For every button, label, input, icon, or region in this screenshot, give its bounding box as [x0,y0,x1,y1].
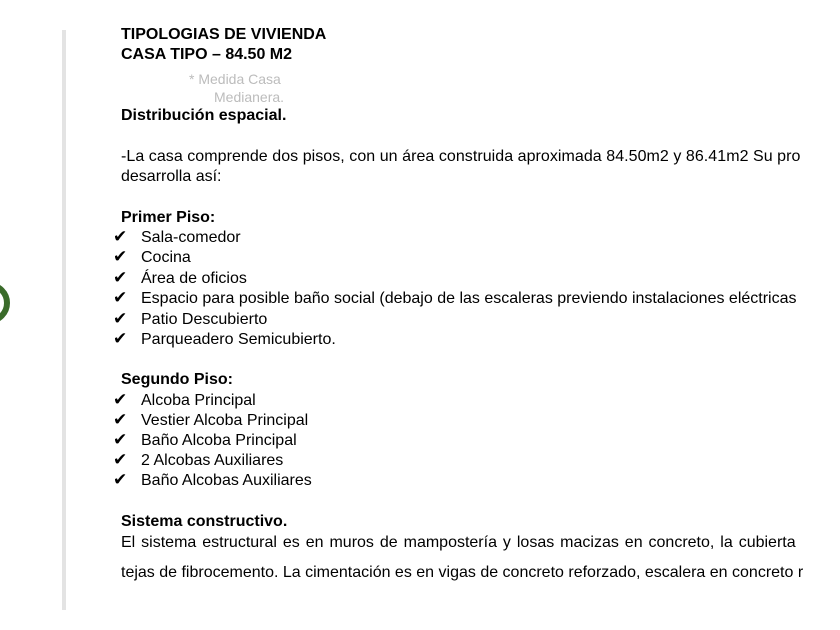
first-floor-title: Primer Piso: [121,209,216,226]
note-line-2: Medianera. [214,89,285,105]
first-floor-item: Sala-comedor [141,229,241,246]
check-icon: ✔ [113,309,128,329]
check-icon: ✔ [113,430,128,450]
check-icon: ✔ [113,390,128,410]
second-floor-item: Baño Alcoba Principal [141,432,297,449]
heading-line-1: TIPOLOGIAS DE VIVIENDA [121,26,327,43]
check-icon: ✔ [113,227,128,247]
distribution-paragraph-line-2: desarrolla así: [121,168,222,185]
first-floor-item: Espacio para posible baño social (debajo de las escaleras previendo instalaciones eléctricas [141,290,797,307]
heading-line-2: CASA TIPO – 84.50 M2 [121,46,293,63]
second-floor-item: Alcoba Principal [141,392,256,409]
check-icon: ✔ [113,450,128,470]
construction-paragraph-line-1: El sistema estructural es en muros de mampostería y losas macizas en concreto, la cubierta [121,534,796,551]
first-floor-item: Área de oficios [141,270,247,287]
first-floor-item: Parqueadero Semicubierto. [141,331,336,348]
note-line-1: * Medida Casa [189,71,281,87]
first-floor-item: Patio Descubierto [141,311,268,328]
second-floor-item: Baño Alcobas Auxiliares [141,472,312,489]
check-icon: ✔ [113,329,128,349]
second-floor-title: Segundo Piso: [121,371,233,388]
second-floor-item: Vestier Alcoba Principal [141,412,309,429]
construction-paragraph-line-2: tejas de fibrocemento. La cimentación es en vigas de concreto reforzado, escalera en concreto r [121,564,804,581]
check-icon: ✔ [113,470,128,490]
first-floor-item: Cocina [141,249,191,266]
distribution-paragraph-line-1: -La casa comprende dos pisos, con un área construida aproximada 84.50m2 y 86.41m2 Su pro [121,148,801,165]
distribution-title: Distribución espacial. [121,107,287,124]
check-icon: ✔ [113,247,128,267]
check-icon: ✔ [113,268,128,288]
construction-title: Sistema constructivo. [121,513,288,530]
check-icon: ✔ [113,410,128,430]
second-floor-item: 2 Alcobas Auxiliares [141,452,284,469]
check-icon: ✔ [113,288,128,308]
